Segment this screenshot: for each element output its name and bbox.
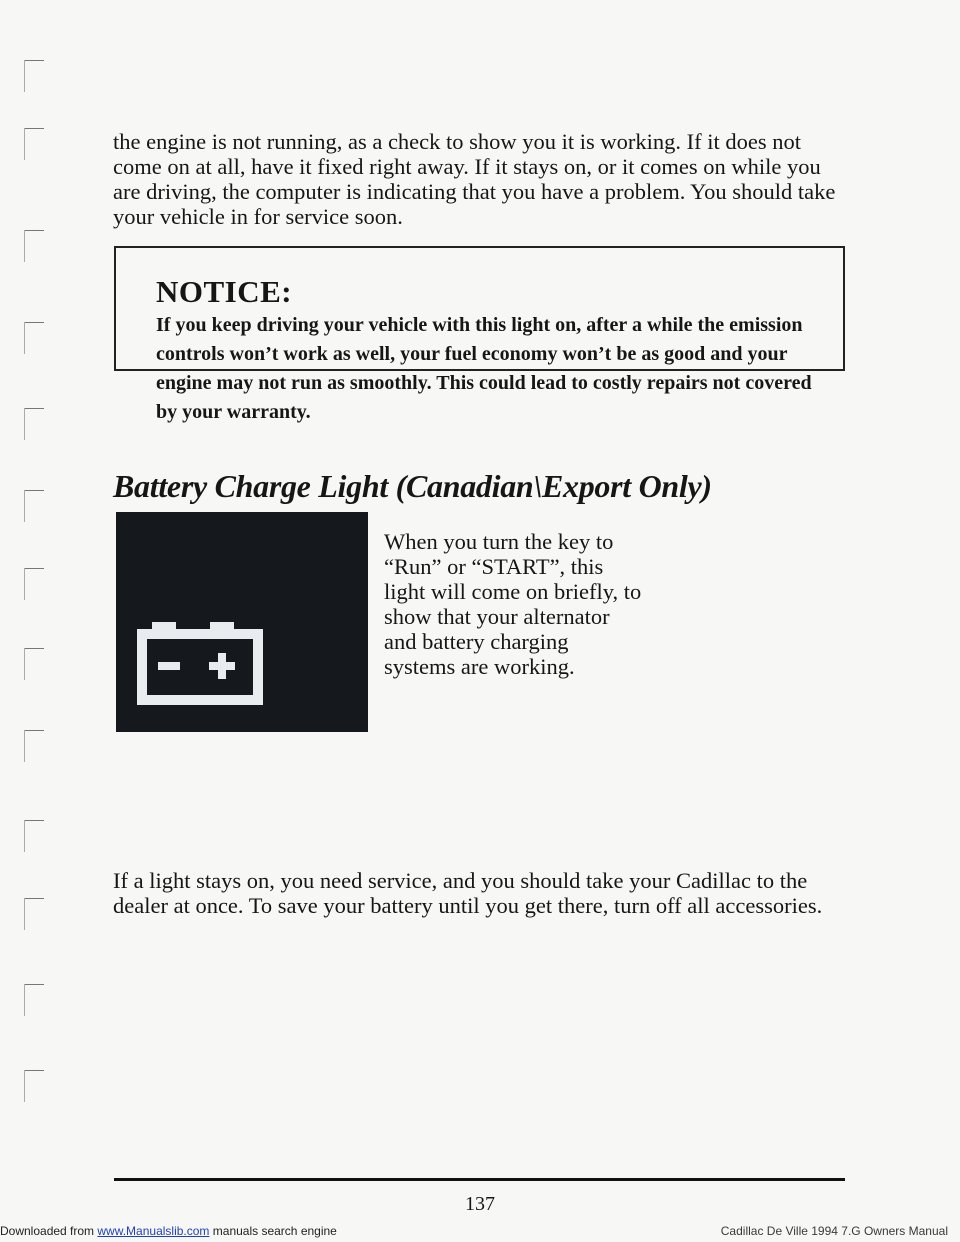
footer-right: Cadillac De Ville 1994 7.G Owners Manual [720, 1224, 948, 1238]
binding-mark [24, 898, 46, 932]
minus-sign [158, 662, 180, 670]
plus-sign-vertical [218, 653, 226, 679]
section-heading: Battery Charge Light (Canadian\Export Only) [113, 468, 712, 504]
binding-mark [24, 408, 46, 442]
binding-mark [24, 984, 46, 1018]
binding-mark [24, 648, 46, 682]
binding-mark [24, 568, 46, 602]
binding-mark [24, 490, 46, 524]
page-number: 137 [465, 1193, 495, 1215]
closing-paragraph: If a light stays on, you need service, and you should take your Cadillac to the dealer at once. To save your battery until you get there, turn off all accessories. [113, 868, 823, 918]
battery-light-image [116, 512, 368, 732]
binding-mark [24, 128, 46, 162]
notice-body: If you keep driving your vehicle with this light on, after a while the emission controls won’t work as well, your fuel economy won’t be as good and your engine may not run as smoothly. This could lead to costly repairs not covered by your warranty. [156, 314, 812, 423]
footer-rule [114, 1178, 845, 1181]
binding-mark [24, 730, 46, 764]
binding-marks [24, 60, 54, 1160]
battery-light-description: When you turn the key to “Run” or “START”, this light will come on briefly, to show that your alternator and battery charging systems are working. [384, 529, 642, 679]
binding-mark [24, 322, 46, 356]
binding-mark [24, 230, 46, 264]
battery-icon [116, 512, 368, 732]
footer-left: Downloaded from www.Manualslib.com manuals search engine [0, 1224, 337, 1238]
notice-title: NOTICE: [156, 274, 293, 309]
manualslib-link[interactable]: www.Manualslib.com [97, 1224, 210, 1238]
notice-box [114, 246, 845, 423]
binding-mark [24, 60, 46, 94]
binding-mark [24, 820, 46, 854]
binding-mark [24, 1070, 46, 1104]
intro-paragraph: the engine is not running, as a check to show you it is working. If it does not come on at all, have it fixed right away. If it stays on, or it comes on while you are driving, the computer is indicating that you have a problem. You should take your vehicle in for service soon. [113, 129, 836, 229]
